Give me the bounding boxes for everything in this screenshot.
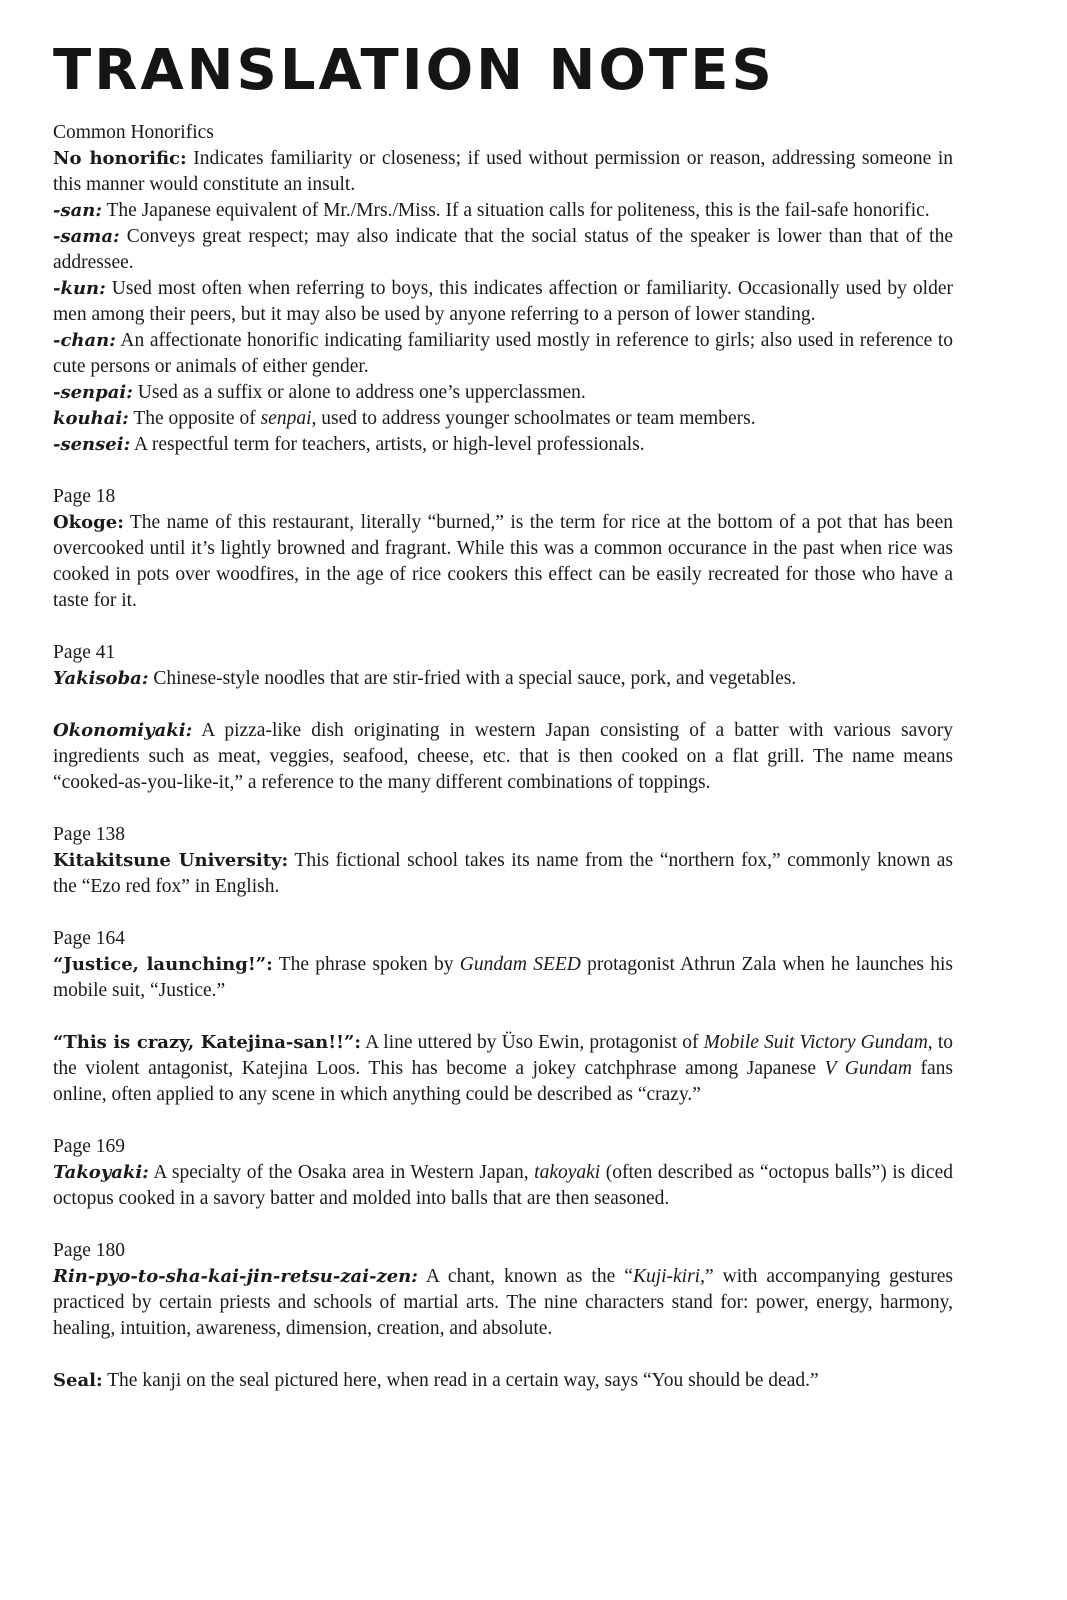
page-title: TRANSLATION NOTES xyxy=(53,38,775,103)
honorific-entry: -san: The Japanese equivalent of Mr./Mrs./Miss. If a situation calls for politeness, this is the fail-safe honorific. xyxy=(53,200,930,221)
page-ref-180: Page 180 xyxy=(53,1240,126,1261)
note-crazy: “This is crazy, Katejina-san!!”: A line uttered by Üso Ewin, protagonist of Mobile Suit Victory Gundam, to the violent antagonist, Katejina Loos. This has become a jokey catchphrase among Japanese V Gundam fans online, often applied to any scene in which anything could be described as “crazy.” xyxy=(53,1032,953,1105)
page-ref-169: Page 169 xyxy=(53,1136,126,1157)
page-ref-41: Page 41 xyxy=(53,642,116,663)
note-takoyaki: Takoyaki: A specialty of the Osaka area in Western Japan, takoyaki (often described as “octopus balls”) is diced octopus cooked in a savory batter and molded into balls that are then seasoned. xyxy=(53,1162,953,1209)
note-okonomiyaki: Okonomiyaki: A pizza-like dish originating in western Japan consisting of a batter with various savory ingredients such as meat, veggies, seafood, cheese, etc. that is then cooked on a flat grill. The name means “cooked-as-you-like-it,” a reference to the many different combinations of toppings. xyxy=(53,720,953,793)
note-seal: Seal: The kanji on the seal pictured here, when read in a certain way, says “You should be dead.” xyxy=(53,1370,819,1391)
honorific-entry: kouhai: The opposite of senpai, used to address younger schoolmates or team members. xyxy=(53,408,756,429)
note-kuji-kiri: Rin-pyo-to-sha-kai-jin-retsu-zai-zen: A chant, known as the “Kuji-kiri,” with accompanying gestures practiced by certain priests and schools of martial arts. The nine characters stand for: power, energy, harmony, healing, intuition, awareness, dimension, creation, and absolute. xyxy=(53,1266,953,1339)
honorific-entry: -senpai: Used as a suffix or alone to address one’s upperclassmen. xyxy=(53,382,586,403)
notes-body xyxy=(53,120,953,1394)
honorifics-heading: Common Honorifics xyxy=(53,122,214,143)
honorific-entry: No honorific: Indicates familiarity or closeness; if used without permission or reason, addressing someone in this manner would constitute an insult. xyxy=(53,148,953,195)
note-yakisoba: Yakisoba: Chinese-style noodles that are stir-fried with a special sauce, pork, and vegetables. xyxy=(53,668,797,689)
note-okoge: Okoge: The name of this restaurant, literally “burned,” is the term for rice at the bottom of a pot that has been overcooked until it’s lightly browned and fragrant. While this was a common occurance in the past when rice was cooked in pots over woodfires, in the age of rice cookers this effect can be easily recreated for those who have a taste for it. xyxy=(53,512,953,611)
page-ref-164: Page 164 xyxy=(53,928,126,949)
note-justice: “Justice, launching!”: The phrase spoken by Gundam SEED protagonist Athrun Zala when he launches his mobile suit, “Justice.” xyxy=(53,954,953,1001)
page-ref-138: Page 138 xyxy=(53,824,126,845)
page-ref-18: Page 18 xyxy=(53,486,116,507)
honorific-entry: -sensei: A respectful term for teachers, artists, or high-level professionals. xyxy=(53,434,645,455)
honorific-entry: -kun: Used most often when referring to boys, this indicates affection or familiarity. Occasionally used by older men among their peers, but it may also be used by anyone referring to a person of lower standing. xyxy=(53,278,953,325)
honorific-entry: -sama: Conveys great respect; may also indicate that the social status of the speaker is lower than that of the addressee. xyxy=(53,226,953,273)
translation-notes-page xyxy=(53,38,953,1394)
note-kitakitsune: Kitakitsune University: This fictional school takes its name from the “northern fox,” commonly known as the “Ezo red fox” in English. xyxy=(53,850,953,897)
honorific-entry: -chan: An affectionate honorific indicating familiarity used mostly in reference to girls; also used in reference to cute persons or animals of either gender. xyxy=(53,330,953,377)
